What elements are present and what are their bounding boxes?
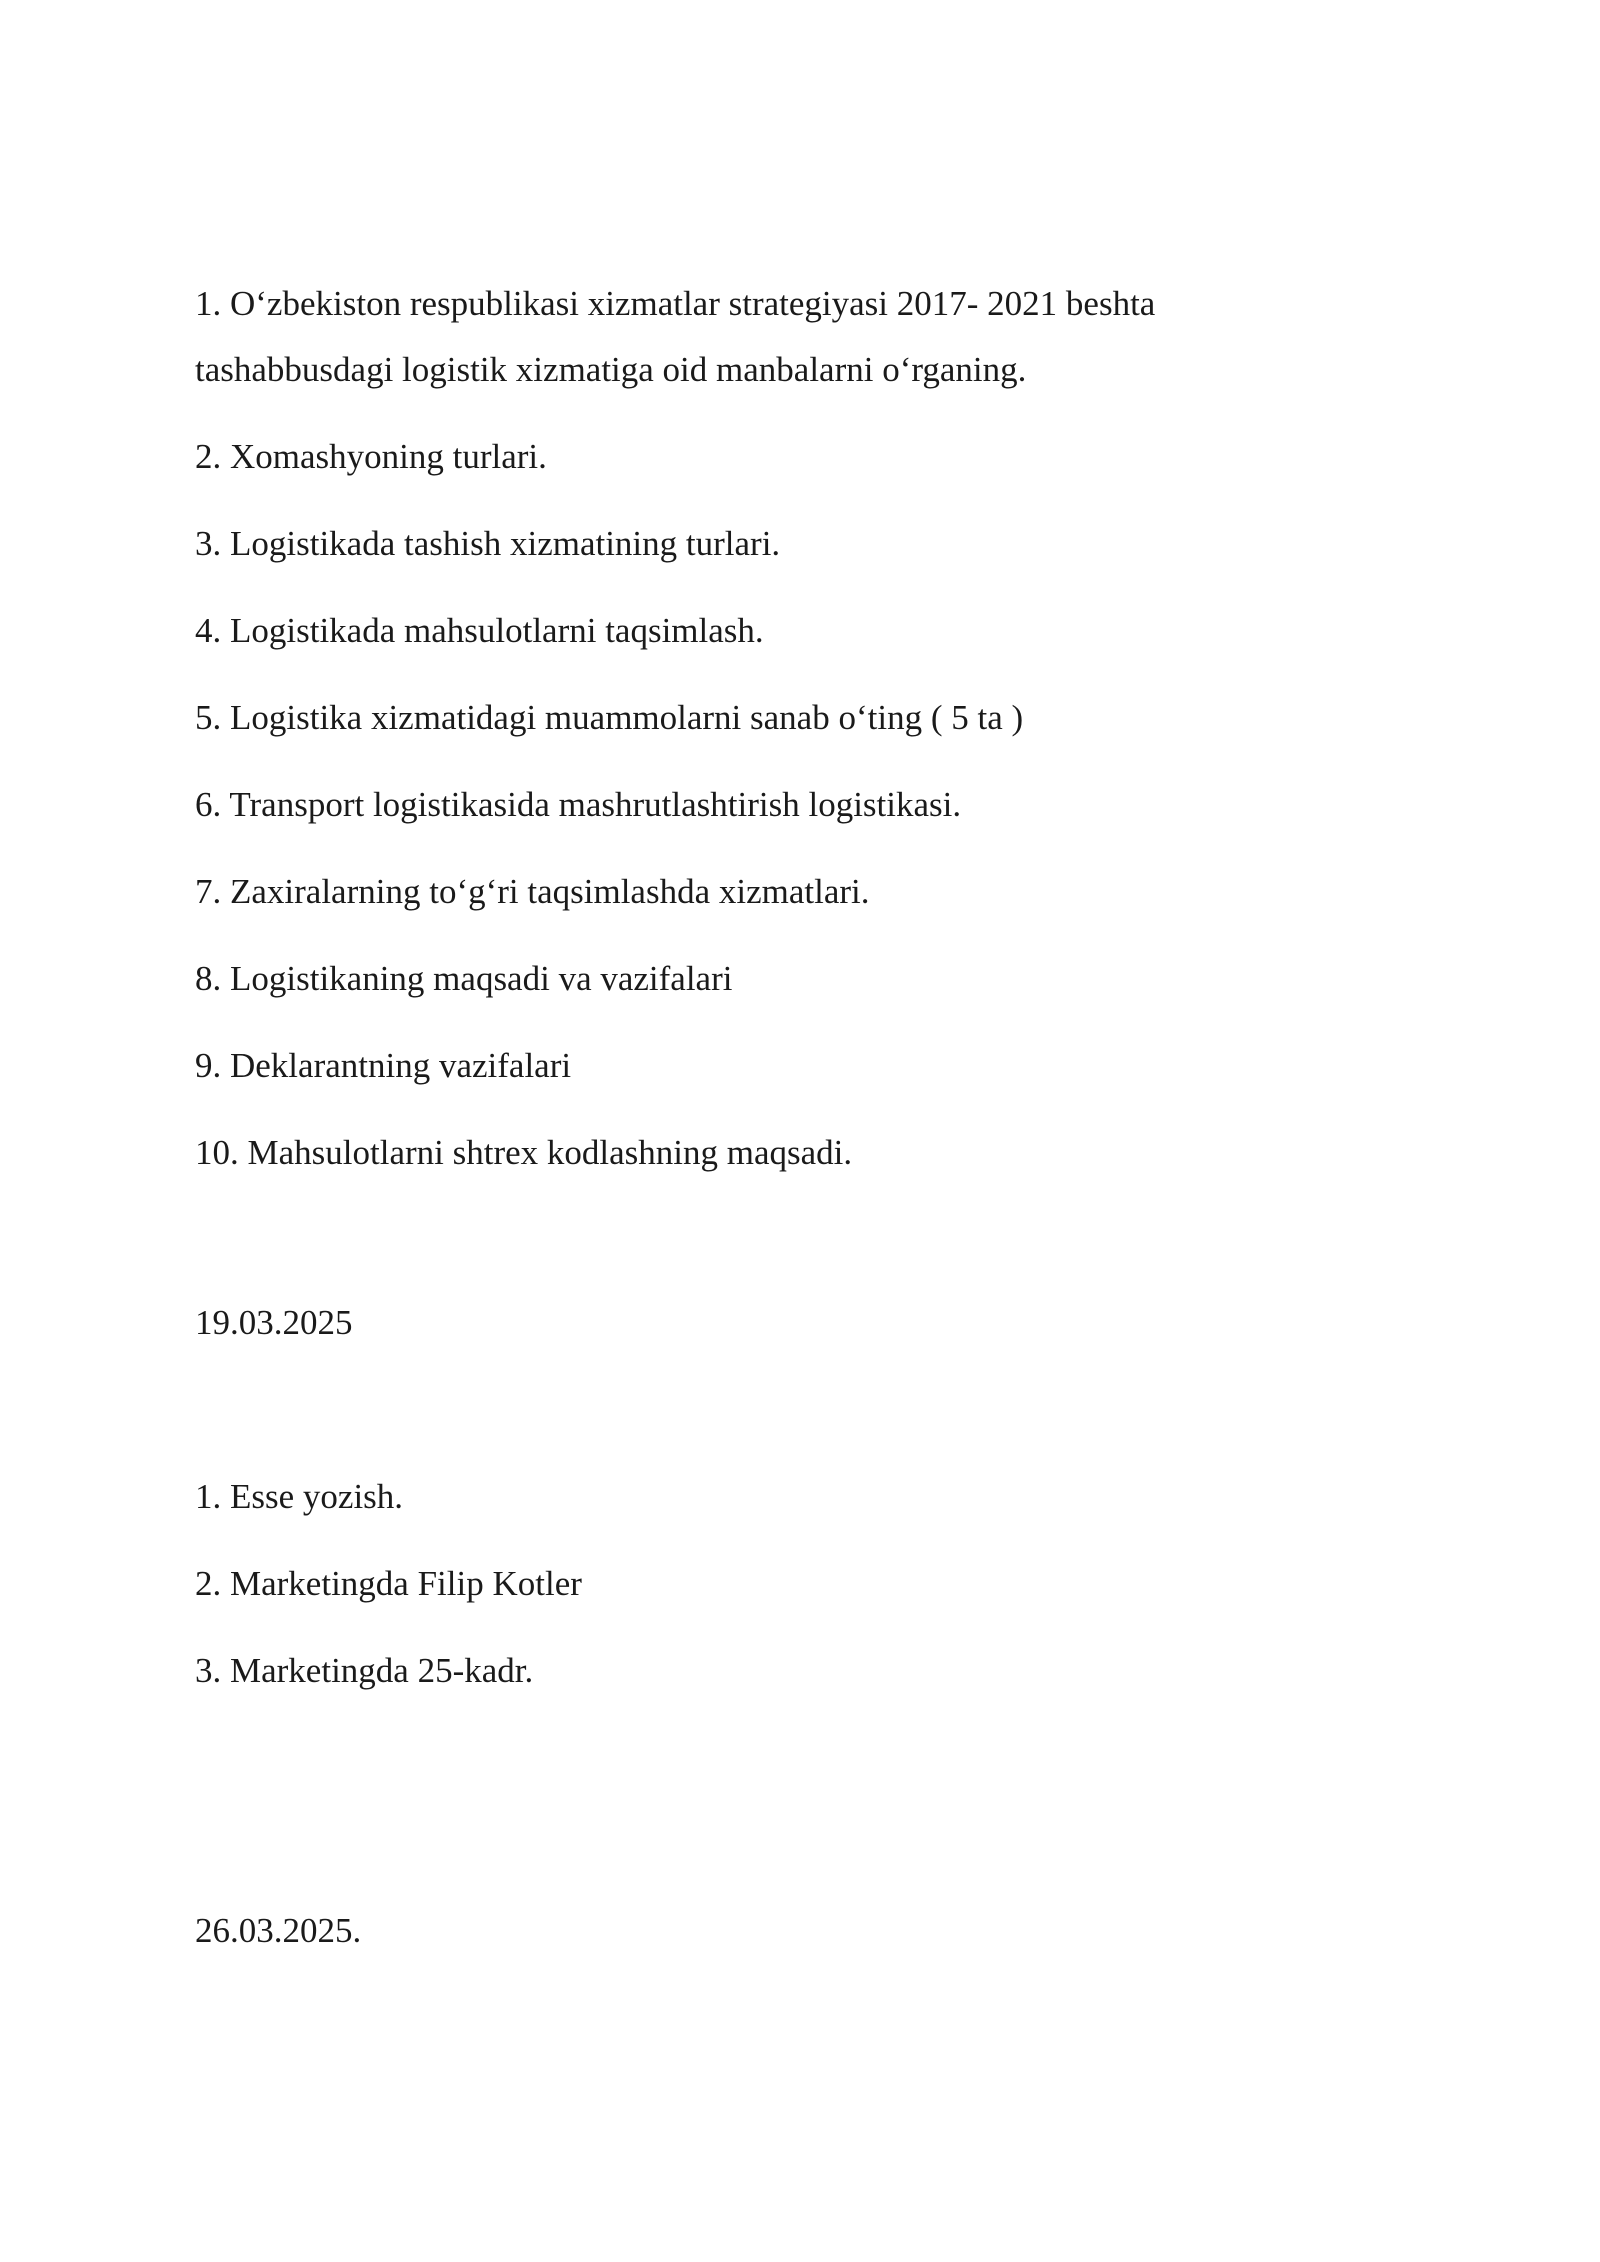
list-item: 5. Logistika xizmatidagi muammolarni sanab o‘ting ( 5 ta ) [195,698,1024,737]
list-item: 2. Xomashyoning turlari. [195,437,547,476]
date-text: 19.03.2025 [195,1303,353,1342]
list-item: 3. Marketingda 25-kadr. [195,1651,534,1690]
date-heading-2 [195,1898,1415,1964]
list-item: 7. Zaxiralarning to‘g‘ri taqsimlashda xizmatlari. [195,872,870,911]
list-item: 6. Transport logistikasida mashrutlashtirish logistikasi. [195,785,962,824]
list-item: 1. O‘zbekiston respublikasi xizmatlar strategiyasi 2017- 2021 beshta tashabbusdagi logistik xizmatiga oid manbalarni o‘rganing. [195,284,1156,389]
list-item: 10. Mahsulotlarni shtrex kodlashning maqsadi. [195,1133,853,1172]
list-item: 3. Logistikada tashish xizmatining turlari. [195,524,781,563]
task-list-1 [195,271,1415,1207]
list-item: 9. Deklarantning vazifalari [195,1046,572,1085]
list-item: 8. Logistikaning maqsadi va vazifalari [195,959,733,998]
date-text: 26.03.2025. [195,1911,362,1950]
list-item: 4. Logistikada mahsulotlarni taqsimlash. [195,611,764,650]
task-list-2 [195,1464,1415,1725]
list-item: 2. Marketingda Filip Kotler [195,1564,582,1603]
list-item: 1. Esse yozish. [195,1477,404,1516]
date-heading-1 [195,1290,1415,1356]
